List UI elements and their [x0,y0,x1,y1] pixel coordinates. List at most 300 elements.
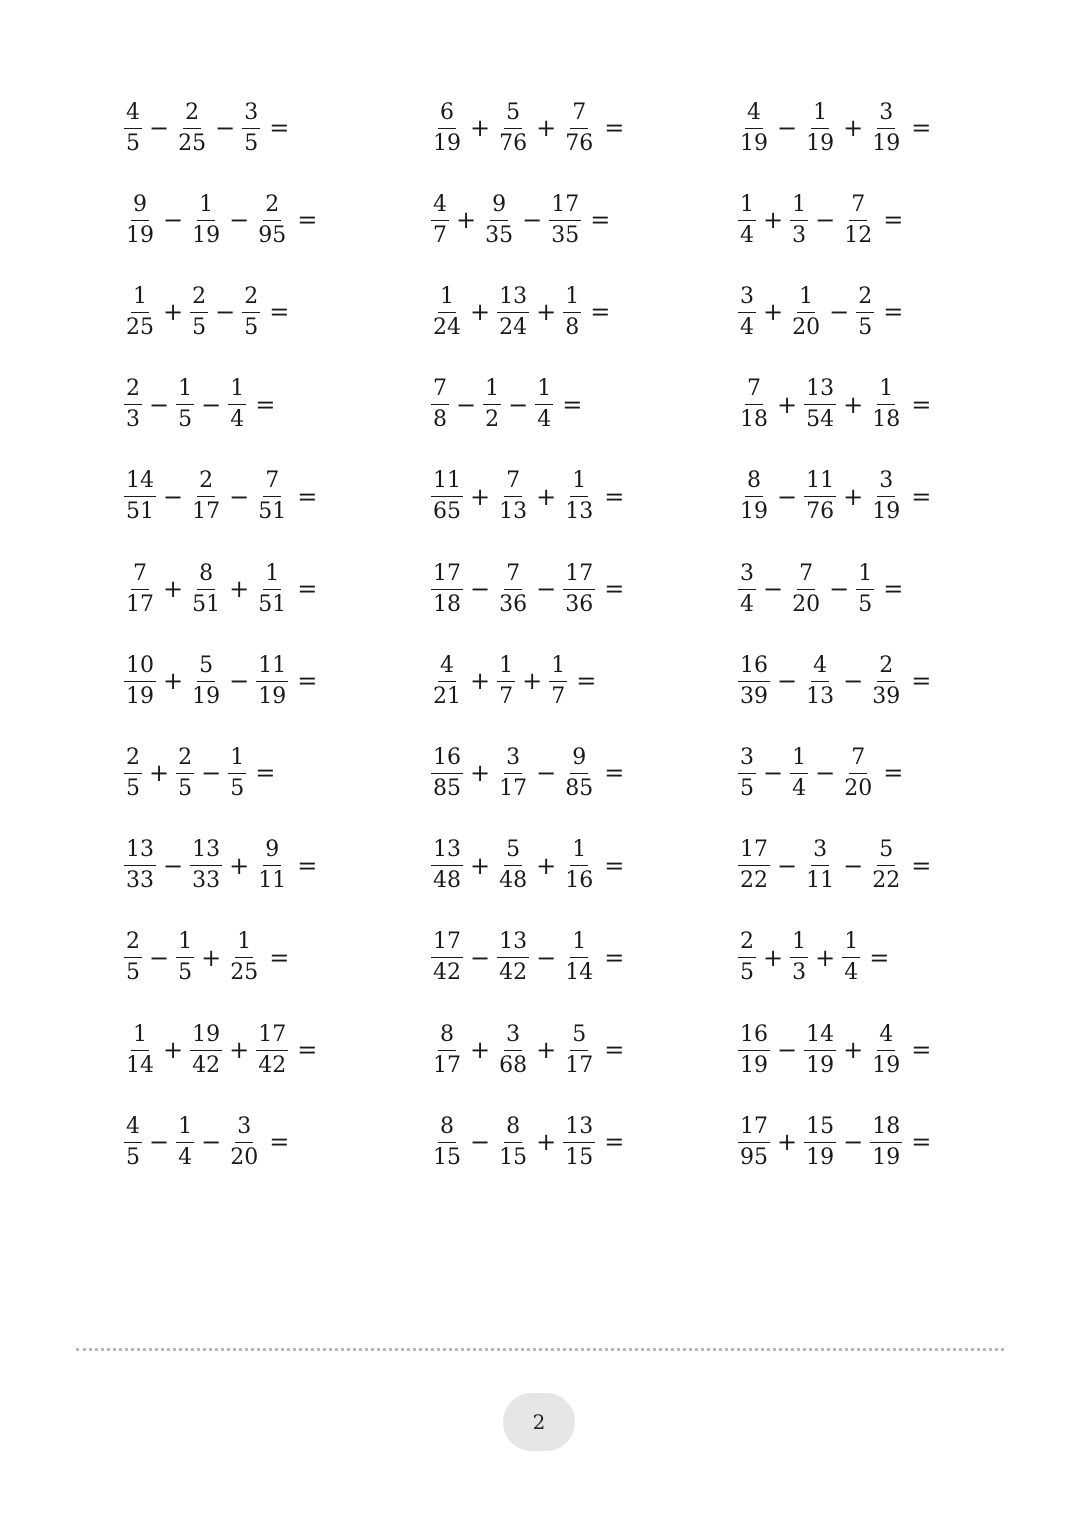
numerator: 1 [797,286,815,313]
equals-sign: = [604,1036,625,1064]
operator: + [470,851,491,880]
fraction [256,470,288,523]
equals-sign: = [883,206,904,235]
fraction [497,1021,529,1078]
operator: + [843,390,864,419]
operator: − [163,206,184,235]
operator: + [522,667,543,696]
denominator: 2 [485,407,500,433]
operator: + [163,1036,184,1064]
numerator: 1 [497,655,515,682]
fraction [124,1021,156,1078]
operator: − [163,482,184,511]
denominator: 18 [740,407,768,433]
operator: − [149,114,170,142]
operator: + [815,943,836,972]
fraction [256,1021,288,1078]
fraction-problem [122,651,317,711]
operator: − [163,851,184,880]
denominator: 22 [872,868,901,894]
denominator: 5 [740,775,754,801]
numerator: 1 [438,286,456,313]
operator: − [215,114,236,142]
numerator: 5 [504,102,522,129]
numerator: 16 [431,747,463,774]
denominator: 11 [258,868,287,894]
operator: − [215,298,236,327]
denominator: 17 [565,1052,594,1078]
denominator: 13 [806,683,835,709]
fraction [190,283,208,340]
fraction [549,652,567,709]
numerator: 8 [197,563,215,590]
denominator: 5 [858,314,873,340]
numerator: 7 [570,102,588,129]
denominator: 19 [126,222,154,248]
numerator: 17 [738,1116,770,1143]
denominator: 54 [806,407,835,433]
denominator: 19 [872,1144,901,1170]
fraction [124,560,156,617]
fraction [738,1113,770,1170]
denominator: 5 [244,130,259,156]
operator: − [149,1128,170,1157]
operator: − [829,575,850,603]
fraction-problem [429,190,610,250]
operator: + [163,575,184,603]
denominator: 5 [178,960,193,986]
numerator: 1 [263,563,281,590]
fraction [563,931,595,984]
fraction-problem [429,836,624,896]
fraction [738,839,770,892]
numerator: 1 [842,931,860,958]
equals-sign: = [911,1128,932,1157]
operator: + [843,482,864,511]
fraction-problem [736,282,903,342]
fraction-problem [429,928,624,988]
denominator: 19 [872,1052,901,1078]
numerator: 9 [131,194,149,221]
denominator: 5 [244,314,259,340]
operator: + [777,1128,798,1157]
operator: − [843,851,864,880]
numerator: 6 [438,102,456,129]
dotted-divider [76,1348,1004,1351]
numerator: 2 [738,931,756,958]
denominator: 3 [126,407,140,433]
fraction [738,99,770,156]
numerator: 2 [124,931,142,958]
denominator: 51 [126,499,154,525]
operator: + [456,206,477,235]
numerator: 3 [504,1024,522,1051]
fraction [870,1113,902,1170]
numerator: 1 [790,747,808,774]
numerator: 11 [431,470,463,497]
fraction [497,560,529,617]
fraction-problem [122,1112,289,1172]
numerator: 17 [431,931,463,958]
fraction [563,560,595,617]
numerator: 3 [738,747,756,774]
denominator: 19 [872,499,901,525]
operator: + [229,1036,250,1064]
equals-sign: = [604,1128,625,1157]
fraction [563,99,595,156]
numerator: 13 [190,839,222,866]
numerator: 14 [124,470,156,497]
fraction-problem [736,743,903,803]
fraction [431,1113,463,1170]
fraction [738,283,756,340]
denominator: 15 [433,1144,461,1170]
fraction [497,99,529,156]
equals-sign: = [255,759,276,788]
operator: − [229,206,250,235]
operator: + [149,759,170,788]
denominator: 17 [192,499,221,525]
numerator: 1 [811,102,829,129]
equals-sign: = [604,851,625,880]
fraction-problem [122,98,289,158]
fraction-problem [122,282,289,342]
operator: − [763,759,784,788]
fraction [870,839,902,892]
denominator: 33 [192,868,221,894]
denominator: 5 [126,960,140,986]
denominator: 85 [433,775,461,801]
denominator: 19 [806,1144,835,1170]
denominator: 4 [178,1144,193,1170]
numerator: 7 [431,378,449,405]
operator: − [536,575,557,603]
denominator: 19 [740,130,768,156]
operator: − [777,1036,798,1064]
denominator: 5 [740,960,754,986]
denominator: 5 [178,407,193,433]
equals-sign: = [297,667,318,696]
fraction [549,191,581,248]
denominator: 5 [126,130,140,156]
fraction [242,283,260,340]
denominator: 4 [230,407,245,433]
denominator: 51 [192,591,221,617]
fraction [563,283,581,340]
numerator: 13 [431,839,463,866]
fraction-problem [736,98,931,158]
fraction [497,744,529,801]
fraction [176,744,194,801]
denominator: 19 [433,130,461,156]
numerator: 13 [497,931,529,958]
denominator: 7 [551,683,566,709]
equals-sign: = [604,482,625,511]
denominator: 13 [499,499,528,525]
numerator: 13 [124,839,156,866]
numerator: 1 [790,931,808,958]
denominator: 39 [872,683,901,709]
fraction [190,470,222,523]
fraction [842,191,874,248]
denominator: 22 [740,868,768,894]
fraction [124,744,142,801]
fraction [804,839,836,892]
fraction [228,744,246,801]
equals-sign: = [883,575,904,603]
equals-sign: = [911,482,932,511]
operator: + [229,851,250,880]
operator: − [149,943,170,972]
numerator: 3 [242,102,260,129]
equals-sign: = [269,298,290,327]
denominator: 51 [258,499,287,525]
denominator: 19 [806,130,835,156]
operator: − [815,206,836,235]
denominator: 24 [433,314,461,340]
denominator: 48 [433,868,461,894]
fraction [256,191,288,248]
numerator: 3 [811,839,829,866]
fraction-problem [736,375,931,435]
denominator: 8 [433,407,447,433]
fraction [483,378,501,431]
operator: − [201,1128,222,1157]
fraction [176,378,194,431]
denominator: 17 [499,775,528,801]
numerator: 4 [124,102,142,129]
numerator: 19 [190,1024,222,1051]
fraction [738,652,770,709]
denominator: 20 [792,591,821,617]
fraction-problem [736,559,903,619]
numerator: 7 [504,563,522,590]
denominator: 42 [258,1052,287,1078]
denominator: 14 [126,1052,154,1078]
numerator: 7 [797,563,815,590]
denominator: 18 [872,407,901,433]
denominator: 3 [792,222,807,248]
denominator: 20 [844,775,873,801]
operator: − [843,667,864,696]
fraction [483,191,515,248]
fraction-problem [122,743,275,803]
denominator: 5 [126,775,140,801]
numerator: 16 [738,1024,770,1051]
operator: − [456,390,477,419]
operator: + [470,114,491,142]
fraction [497,931,529,984]
numerator: 13 [497,286,529,313]
equals-sign: = [297,1036,318,1064]
fraction [431,1021,463,1078]
equals-sign: = [604,575,625,603]
numerator: 8 [438,1024,456,1051]
denominator: 42 [192,1052,221,1078]
numerator: 2 [176,747,194,774]
denominator: 19 [740,499,768,525]
operator: + [470,482,491,511]
fraction [870,378,902,431]
fraction-problem [122,467,317,527]
fraction [804,99,836,156]
operator: + [843,1036,864,1064]
fraction [870,652,902,709]
numerator: 4 [877,1024,895,1051]
page-number: 2 [532,1410,546,1434]
operator: − [522,206,543,235]
operator: − [829,298,850,327]
fraction [738,744,756,801]
equals-sign: = [562,390,583,419]
numerator: 5 [504,839,522,866]
numerator: 2 [877,655,895,682]
denominator: 42 [433,960,461,986]
fraction [190,560,222,617]
numerator: 5 [197,655,215,682]
numerator: 9 [490,194,508,221]
operator: + [470,759,491,788]
numerator: 7 [849,194,867,221]
denominator: 36 [565,591,594,617]
denominator: 15 [565,1144,594,1170]
denominator: 25 [230,960,259,986]
numerator: 14 [804,1024,836,1051]
numerator: 7 [745,378,763,405]
numerator: 1 [176,1116,194,1143]
fraction [738,470,770,523]
equals-sign: = [911,1036,932,1064]
denominator: 5 [230,775,245,801]
numerator: 3 [738,563,756,590]
denominator: 19 [192,222,221,248]
numerator: 1 [570,839,588,866]
fraction [738,1021,770,1078]
fraction [497,283,529,340]
operator: + [843,114,864,142]
operator: + [536,1036,557,1064]
operator: + [536,482,557,511]
operator: + [470,298,491,327]
numerator: 1 [570,470,588,497]
numerator: 8 [745,470,763,497]
denominator: 17 [433,1052,461,1078]
fraction-problem [736,651,931,711]
denominator: 35 [551,222,580,248]
numerator: 13 [563,1116,595,1143]
denominator: 3 [792,960,807,986]
fraction [190,839,222,892]
numerator: 17 [256,1024,288,1051]
fraction [124,652,156,709]
page-number-badge [503,1393,575,1451]
numerator: 8 [504,1116,522,1143]
fraction-problem [122,559,317,619]
fraction [738,378,770,431]
numerator: 3 [738,286,756,313]
equals-sign: = [911,114,932,142]
denominator: 19 [258,683,287,709]
operator: + [536,851,557,880]
denominator: 19 [192,683,221,709]
fraction [431,470,463,523]
fraction [124,1113,142,1170]
numerator: 16 [738,655,770,682]
numerator: 2 [856,286,874,313]
numerator: 1 [197,194,215,221]
fraction [563,1021,595,1078]
denominator: 33 [126,868,154,894]
denominator: 5 [192,314,207,340]
fraction [124,378,142,431]
operator: − [843,1128,864,1157]
equals-sign: = [297,575,318,603]
fraction [804,1113,836,1170]
denominator: 25 [178,130,207,156]
equals-sign: = [911,390,932,419]
numerator: 7 [131,563,149,590]
equals-sign: = [297,851,318,880]
denominator: 21 [433,683,461,709]
numerator: 1 [877,378,895,405]
numerator: 17 [549,194,581,221]
numerator: 1 [131,286,149,313]
operator: + [536,1128,557,1157]
fraction [870,99,902,156]
operator: − [777,851,798,880]
fraction [124,99,142,156]
equals-sign: = [590,298,611,327]
denominator: 16 [565,868,594,894]
fraction [124,191,156,248]
denominator: 5 [126,1144,140,1170]
fraction-problem [736,467,931,527]
numerator: 17 [431,563,463,590]
fraction [497,652,515,709]
fraction [431,652,463,709]
numerator: 1 [790,194,808,221]
fraction [563,470,595,523]
fraction [228,378,246,431]
numerator: 11 [804,470,836,497]
numerator: 1 [483,378,501,405]
fraction [431,931,463,984]
equals-sign: = [590,206,611,235]
denominator: 76 [499,130,528,156]
numerator: 1 [535,378,553,405]
operator: − [229,482,250,511]
fraction [228,931,260,984]
operator: + [229,575,250,603]
equals-sign: = [604,759,625,788]
fraction [804,470,836,523]
numerator: 9 [570,747,588,774]
fraction-problem [736,190,903,250]
numerator: 17 [738,839,770,866]
fraction-problem [122,190,317,250]
fraction-problem [429,98,624,158]
fraction-problem [122,1020,317,1080]
numerator: 3 [877,102,895,129]
fraction [124,931,142,984]
fraction [790,283,822,340]
fraction [431,191,449,248]
fraction [497,470,529,523]
operator: + [777,390,798,419]
fraction [804,378,836,431]
fraction [431,560,463,617]
operator: − [470,1128,491,1157]
